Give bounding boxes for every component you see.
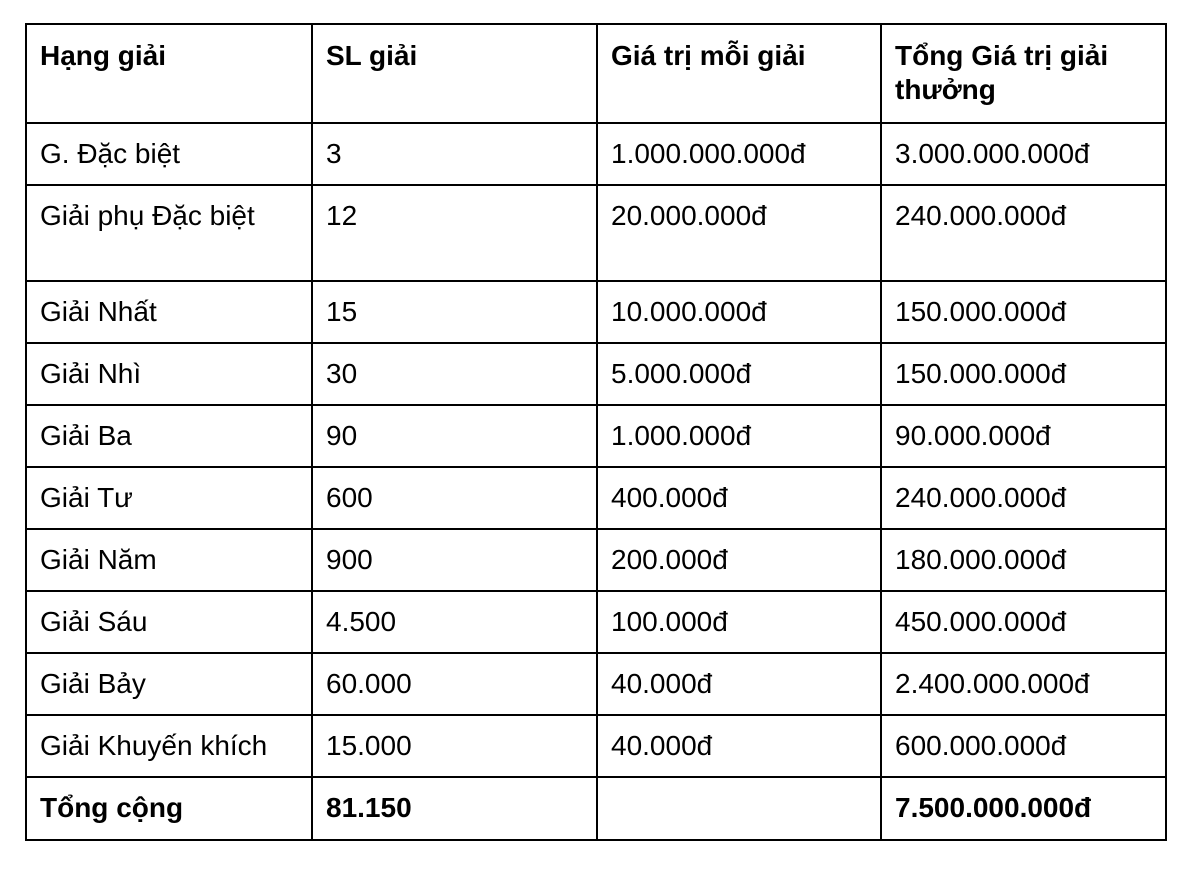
cell-prize-rank: Giải Năm bbox=[26, 529, 312, 591]
table-row bbox=[26, 467, 1166, 529]
table-row bbox=[26, 185, 1166, 281]
cell-prize-rank: Giải Bảy bbox=[26, 653, 312, 715]
cell-prize-value: 1.000.000.000đ bbox=[597, 123, 881, 185]
total-prize-count: 81.150 bbox=[312, 777, 597, 840]
cell-prize-count: 12 bbox=[312, 185, 597, 281]
cell-prize-value: 10.000.000đ bbox=[597, 281, 881, 343]
cell-prize-rank: Giải Nhất bbox=[26, 281, 312, 343]
header-total-value: Tổng Giá trị giải thưởng bbox=[881, 24, 1166, 123]
cell-total-value: 2.400.000.000đ bbox=[881, 653, 1166, 715]
cell-prize-rank: G. Đặc biệt bbox=[26, 123, 312, 185]
cell-prize-count: 600 bbox=[312, 467, 597, 529]
cell-prize-rank: Giải Ba bbox=[26, 405, 312, 467]
cell-prize-rank: Giải Khuyến khích bbox=[26, 715, 312, 777]
cell-total-value: 240.000.000đ bbox=[881, 185, 1166, 281]
cell-prize-value: 20.000.000đ bbox=[597, 185, 881, 281]
cell-total-value: 240.000.000đ bbox=[881, 467, 1166, 529]
table-header-row bbox=[26, 24, 1166, 123]
cell-total-value: 180.000.000đ bbox=[881, 529, 1166, 591]
cell-prize-value: 100.000đ bbox=[597, 591, 881, 653]
cell-prize-value: 200.000đ bbox=[597, 529, 881, 591]
cell-prize-count: 4.500 bbox=[312, 591, 597, 653]
cell-prize-value: 400.000đ bbox=[597, 467, 881, 529]
cell-prize-value: 40.000đ bbox=[597, 715, 881, 777]
cell-prize-value: 40.000đ bbox=[597, 653, 881, 715]
cell-prize-rank: Giải Tư bbox=[26, 467, 312, 529]
prize-table bbox=[25, 23, 1167, 841]
table-row bbox=[26, 405, 1166, 467]
cell-prize-count: 900 bbox=[312, 529, 597, 591]
header-prize-value: Giá trị mỗi giải bbox=[597, 24, 881, 123]
cell-total-value: 600.000.000đ bbox=[881, 715, 1166, 777]
table-row bbox=[26, 529, 1166, 591]
header-prize-rank: Hạng giải bbox=[26, 24, 312, 123]
cell-total-value: 3.000.000.000đ bbox=[881, 123, 1166, 185]
table-row bbox=[26, 343, 1166, 405]
cell-total-value: 150.000.000đ bbox=[881, 343, 1166, 405]
total-label: Tổng cộng bbox=[26, 777, 312, 840]
cell-prize-rank: Giải phụ Đặc biệt bbox=[26, 185, 312, 281]
cell-total-value: 450.000.000đ bbox=[881, 591, 1166, 653]
cell-total-value: 150.000.000đ bbox=[881, 281, 1166, 343]
cell-prize-count: 15 bbox=[312, 281, 597, 343]
cell-prize-count: 90 bbox=[312, 405, 597, 467]
header-prize-count: SL giải bbox=[312, 24, 597, 123]
total-value: 7.500.000.000đ bbox=[881, 777, 1166, 840]
table-row bbox=[26, 591, 1166, 653]
cell-prize-rank: Giải Sáu bbox=[26, 591, 312, 653]
cell-prize-count: 3 bbox=[312, 123, 597, 185]
cell-prize-count: 60.000 bbox=[312, 653, 597, 715]
table-row bbox=[26, 281, 1166, 343]
cell-prize-count: 15.000 bbox=[312, 715, 597, 777]
cell-total-value: 90.000.000đ bbox=[881, 405, 1166, 467]
table-row bbox=[26, 653, 1166, 715]
cell-prize-value: 1.000.000đ bbox=[597, 405, 881, 467]
table-row bbox=[26, 715, 1166, 777]
table-total-row bbox=[26, 777, 1166, 840]
cell-prize-value: 5.000.000đ bbox=[597, 343, 881, 405]
cell-prize-rank: Giải Nhì bbox=[26, 343, 312, 405]
total-prize-value bbox=[597, 777, 881, 840]
table-row bbox=[26, 123, 1166, 185]
cell-prize-count: 30 bbox=[312, 343, 597, 405]
